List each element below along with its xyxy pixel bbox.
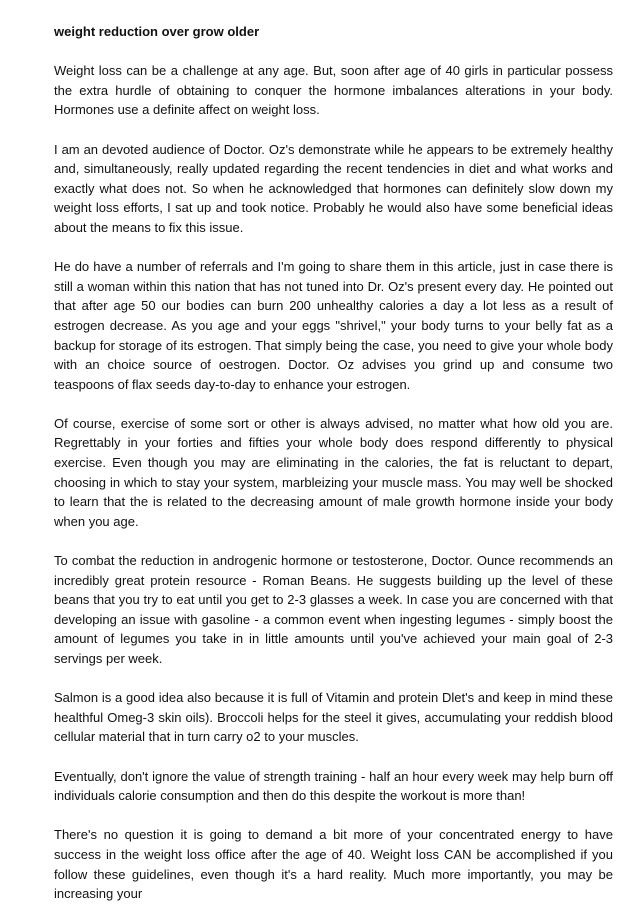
- document-page: [54, 22, 613, 904]
- paragraph: There's no question it is going to demand a bit more of your concentrated energy to have success in the weight loss office after the age of 40. Weight loss CAN be accomplished if you follow these guidelines, even though it's a hard reality. Much more importantly, you may be increasing your: [54, 827, 613, 902]
- paragraph: To combat the reduction in androgenic hormone or testosterone, Doctor. Ounce recommends an incredibly great protein resource - Roman Beans. He suggests building up the level of these beans that you try to eat until you get to 2-3 glasses a week. In case you are concerned with that developing an issue with gasoline - a common event when ingesting legumes - simply boost the amount of legumes you take in in little amounts until you've achieved your main goal of 2-3 servings per week.: [54, 553, 613, 666]
- paragraph: Eventually, don't ignore the value of strength training - half an hour every week may help burn off individuals calorie consumption and then do this despite the workout is more than!: [54, 768, 613, 804]
- paragraph: Weight loss can be a challenge at any age. But, soon after age of 40 girls in particular possess the extra hurdle of obtaining to conquer the hormone imbalances alterations in your body. Hormones use a definite affect on weight loss.: [54, 63, 613, 118]
- document-title: weight reduction over grow older: [54, 24, 260, 39]
- paragraph: He do have a number of referrals and I'm going to share them in this article, just in case there is still a woman within this nation that has not tuned into Dr. Oz's present every day. He pointed out that after age 50 our bodies can burn 200 unhealthy calories a day a lot less as a result of estrogen decrease. As you age and your eggs "shrivel," your body turns to your belly fat as a backup for storage of its estrogen. That simply being the case, you need to give your whole body with an choice source of oestrogen. Doctor. Oz advises you grind up and consume two teaspoons of flax seeds day-to-day to enhance your estrogen.: [54, 259, 613, 392]
- paragraph: Salmon is a good idea also because it is full of Vitamin and protein Dlet's and keep in mind these healthful Omeg-3 skin oils). Broccoli helps for the steel it gives, accumulating your reddish blood cellular material that in turn carry o2 to your muscles.: [54, 690, 613, 745]
- paragraph: Of course, exercise of some sort or other is always advised, no matter what how old you are. Regrettably in your forties and fifties your whole body does respond differently to physical exercise. Even though you may are eliminating in the calories, the fat is reluctant to depart, choosing in which to stay your system, marbleizing your muscle mass. You may well be shocked to learn that the is related to the decreasing amount of male growth hormone inside your body when you age.: [54, 415, 613, 529]
- paragraph: I am an devoted audience of Doctor. Oz's demonstrate while he appears to be extremely healthy and, simultaneously, really updated regarding the recent tendencies in diet and what works and exactly what does not. So when he acknowledged that hormones can definitely slow down my weight loss efforts, I sat up and took notice. Probably he would also have some beneficial ideas about the means to fix this issue.: [54, 141, 613, 235]
